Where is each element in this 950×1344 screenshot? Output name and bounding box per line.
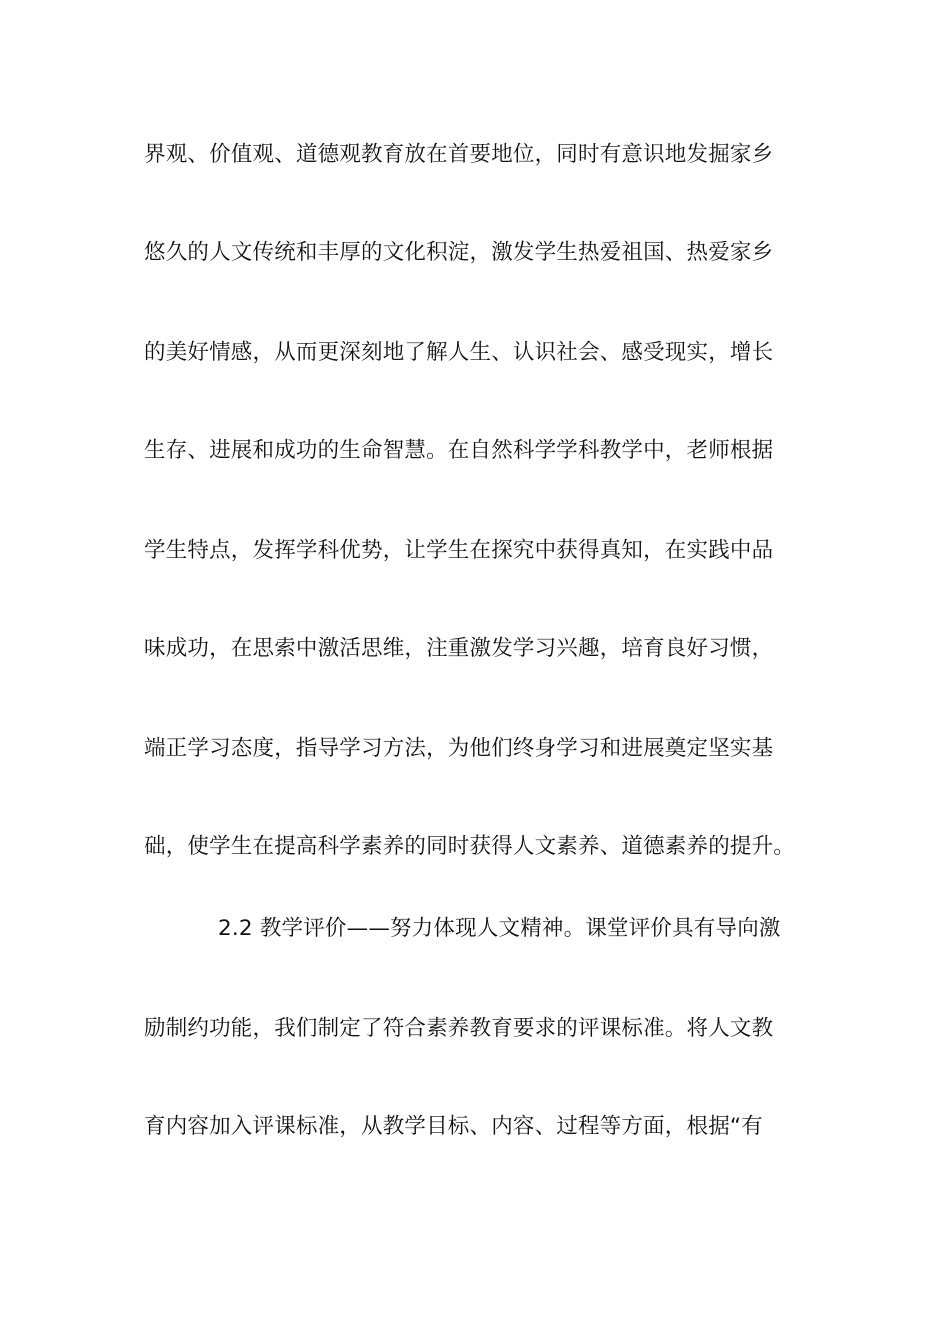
text-line: 育内容加入评课标准，从教学目标、内容、过程等方面，根据“有 (144, 1114, 763, 1139)
text-line: 界观、价值观、道德观教育放在首要地位，同时有意识地发掘家乡 (144, 142, 774, 167)
text-line: 端正学习态度，指导学习方法，为他们终身学习和进展奠定坚实基 (144, 736, 774, 761)
text-line: 励制约功能，我们制定了符合素养教育要求的评课标准。将人文教 (144, 1016, 774, 1041)
text-line: 学生特点，发挥学科优势，让学生在探究中获得真知，在实践中品 (144, 538, 774, 563)
text-line: 生存、进展和成功的生命智慧。在自然科学学科教学中，老师根据 (144, 438, 774, 463)
text-line: 的美好情感，从而更深刻地了解人生、认识社会、感受现实，增长 (144, 340, 774, 365)
text-line: 础，使学生在提高科学素养的同时获得人文素养、道德素养的提升。 (144, 834, 796, 859)
text-line: 悠久的人文传统和丰厚的文化积淀，激发学生热爱祖国、热爱家乡 (144, 240, 774, 265)
paragraph-heading-line: 2.2 教学评价——努力体现人文精神。课堂评价具有导向激 (218, 916, 781, 941)
text-line: 味成功，在思索中激活思维，注重激发学习兴趣，培育良好习惯， (144, 636, 774, 661)
